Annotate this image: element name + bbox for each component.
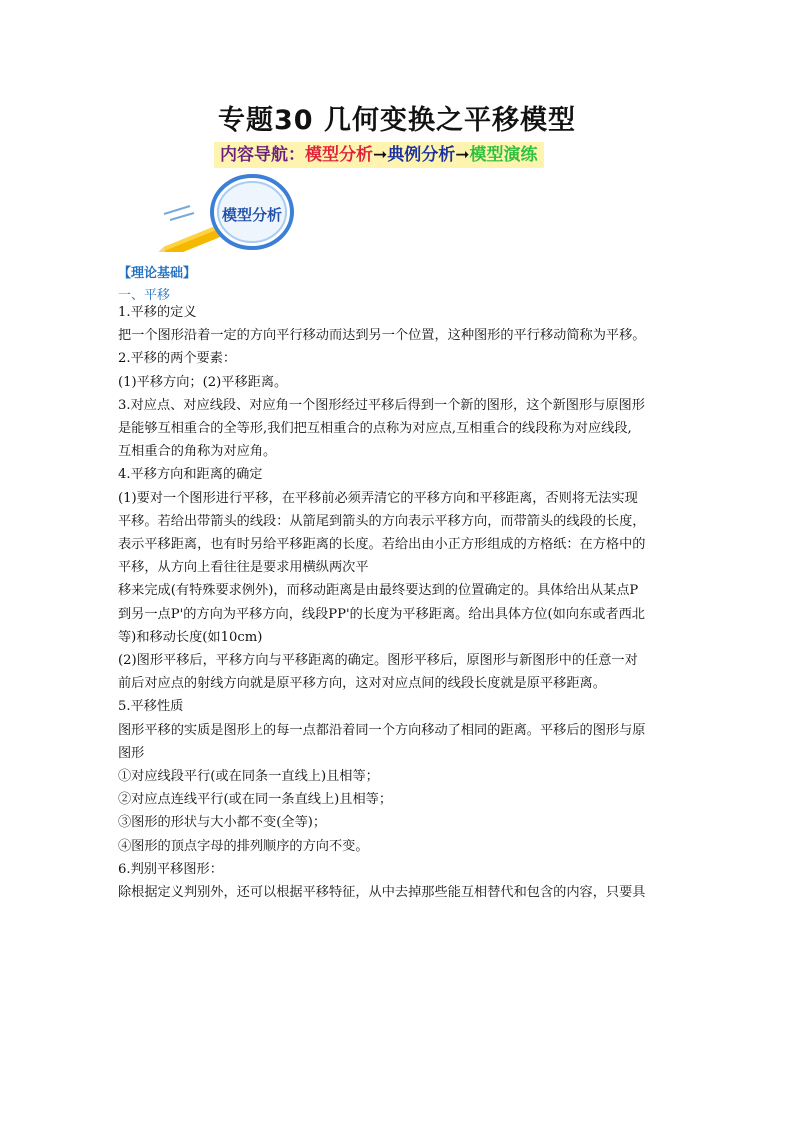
text-line: (2)图形平移后，平移方向与平移距离的确定。图形平移后，原图形与新图形中的任意一对 bbox=[118, 653, 638, 669]
sub-heading: 一、平移 bbox=[118, 288, 171, 303]
text-line: 6.判别平移图形： bbox=[118, 861, 223, 877]
text-line: 到另一点P'的方向为平移方向，线段PP'的长度为平移距离。给出具体方位(如向东或者西北 bbox=[118, 606, 645, 622]
nav-item-example-analysis: 典例分析 bbox=[387, 145, 456, 165]
text-line: ①对应线段平行(或在同条一直线上)且相等； bbox=[118, 769, 379, 785]
model-analysis-badge bbox=[150, 172, 300, 252]
text-line: 5.平移性质 bbox=[118, 699, 184, 715]
arrow-right-icon: ➞ bbox=[373, 145, 388, 165]
text-line: 图形 bbox=[118, 745, 145, 761]
content-navigation bbox=[214, 142, 544, 168]
text-line: 3.对应点、对应线段、对应角一个图形经过平移后得到一个新的图形，这个新图形与原图形 bbox=[118, 397, 645, 413]
text-line: 互相重合的角称为对应角。 bbox=[118, 444, 277, 460]
text-line: 移来完成(有特殊要求例外)，而移动距离是由最终要达到的位置确定的。具体给出从某点P bbox=[118, 583, 639, 599]
text-line: 等)和移动长度(如10cm) bbox=[118, 629, 263, 645]
text-line: ②对应点连线平行(或在同一条直线上)且相等； bbox=[118, 792, 393, 808]
text-line: 图形平移的实质是图形上的每一点都沿着同一个方向移动了相同的距离。平移后的图形与原 bbox=[118, 722, 646, 738]
section-heading: 【理论基础】 bbox=[118, 266, 197, 281]
nav-item-model-practice: 模型演练 bbox=[469, 145, 538, 165]
text-line: 把一个图形沿着一定的方向平行移动而达到另一个位置，这种图形的平行移动简称为平移。 bbox=[118, 328, 646, 344]
text-line: 表示平移距离，也有时另给平移距离的长度。若给出由小正方形组成的方格纸：在方格中的 bbox=[118, 537, 646, 553]
text-line: 4.平移方向和距离的确定 bbox=[118, 467, 263, 483]
nav-label: 内容导航： bbox=[220, 145, 305, 165]
nav-item-model-analysis: 模型分析 bbox=[305, 145, 373, 165]
text-line: ④图形的顶点字母的排列顺序的方向不变。 bbox=[118, 838, 369, 854]
text-line: ③图形的形状与大小都不变(全等)； bbox=[118, 815, 327, 831]
text-line: 是能够互相重合的全等形,我们把互相重合的点称为对应点,互相重合的线段称为对应线段, bbox=[118, 421, 632, 437]
body-text bbox=[118, 301, 678, 904]
arrow-right-icon: ➞ bbox=[455, 145, 470, 165]
text-line: 除根据定义判别外，还可以根据平移特征，从中去掉那些能互相替代和包含的内容，只要具 bbox=[118, 885, 646, 901]
text-line: (1)要对一个图形进行平移，在平移前必须弄清它的平移方向和平移距离，否则将无法实现 bbox=[118, 490, 638, 506]
text-line: 平移，从方向上看往往是要求用横纵两次平 bbox=[118, 560, 369, 576]
text-line: 1.平移的定义 bbox=[118, 305, 197, 320]
badge-label: 模型分析 bbox=[221, 206, 282, 224]
page-title: 专题30 几何变换之平移模型 bbox=[218, 105, 576, 136]
text-line: 前后对应点的射线方向就是原平移方向，这对对应点间的线段长度就是原平移距离。 bbox=[118, 676, 606, 692]
text-line: (1)平移方向；(2)平移距离。 bbox=[118, 374, 288, 390]
text-line: 2.平移的两个要素： bbox=[118, 351, 237, 367]
text-line: 平移。若给出带箭头的线段：从箭尾到箭头的方向表示平移方向，而带箭头的线段的长度， bbox=[118, 513, 646, 529]
